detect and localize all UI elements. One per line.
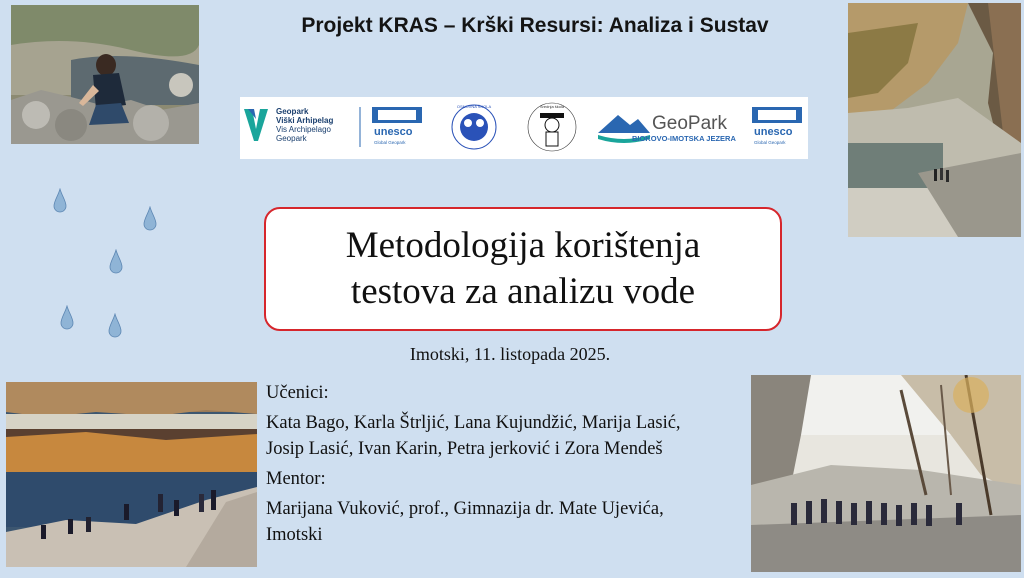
svg-text:Global Geopark: Global Geopark [754,140,786,145]
svg-text:Srednja škola: Srednja škola [539,104,565,109]
svg-text:Viški Arhipelag: Viški Arhipelag [276,116,334,125]
students-label: Učenici: [266,383,329,403]
svg-text:Global Geopark: Global Geopark [374,140,406,145]
svg-text:Geopark: Geopark [276,134,307,143]
svg-text:Vis Archipelago: Vis Archipelago [276,125,331,134]
mentor-line1: Marijana Vuković, prof., Gimnazija dr. Mate Ujevića, [266,499,664,519]
photo-student-at-lake [11,5,199,144]
water-drop-icon [143,206,157,232]
students-line1: Kata Bago, Karla Štrljić, Lana Kujundžić, Marija Lasić, [266,413,681,433]
svg-text:Geopark: Geopark [276,107,309,116]
svg-text:unesco: unesco [754,126,793,138]
photo-canyon-lake [848,3,1021,237]
geopark-vis-logo [244,107,333,143]
project-title: Projekt KRAS – Krški Resursi: Analiza i Sustav [301,14,769,37]
presentation-title-line1: Metodologija korištenja [345,225,701,266]
mentor-label: Mentor: [266,469,326,489]
photo-group-in-canyon [751,375,1021,572]
water-drop-icon [60,305,74,331]
partner-logos-strip [240,97,808,159]
mentor-line2: Imotski [266,525,323,545]
unesco-logo [372,107,422,145]
school-circle-logo [452,104,496,149]
students-line2: Josip Lasić, Ivan Karin, Petra jerković i Zora Mendeš [266,439,663,459]
svg-text:BIOKOVO-IMOTSKA JEZERA: BIOKOVO-IMOTSKA JEZERA [632,134,736,143]
water-drop-icon [53,188,67,214]
presentation-title-box [264,207,782,331]
svg-text:unesco: unesco [374,126,413,138]
authors-section [266,380,746,548]
date-location: Imotski, 11. listopada 2025. [409,344,611,364]
unesco-logo-2 [752,107,802,145]
water-drop-icon [109,249,123,275]
photo-lake-reflection [6,382,257,567]
school-figure-logo [528,103,576,151]
presentation-title-line2: testova za analizu vode [350,271,696,312]
svg-text:GeoPark: GeoPark [652,113,727,134]
water-drop-icon [108,313,122,339]
geopark-biokovo-logo [598,113,736,143]
svg-text:OSNOVNA ŠKOLA: OSNOVNA ŠKOLA [456,104,492,109]
